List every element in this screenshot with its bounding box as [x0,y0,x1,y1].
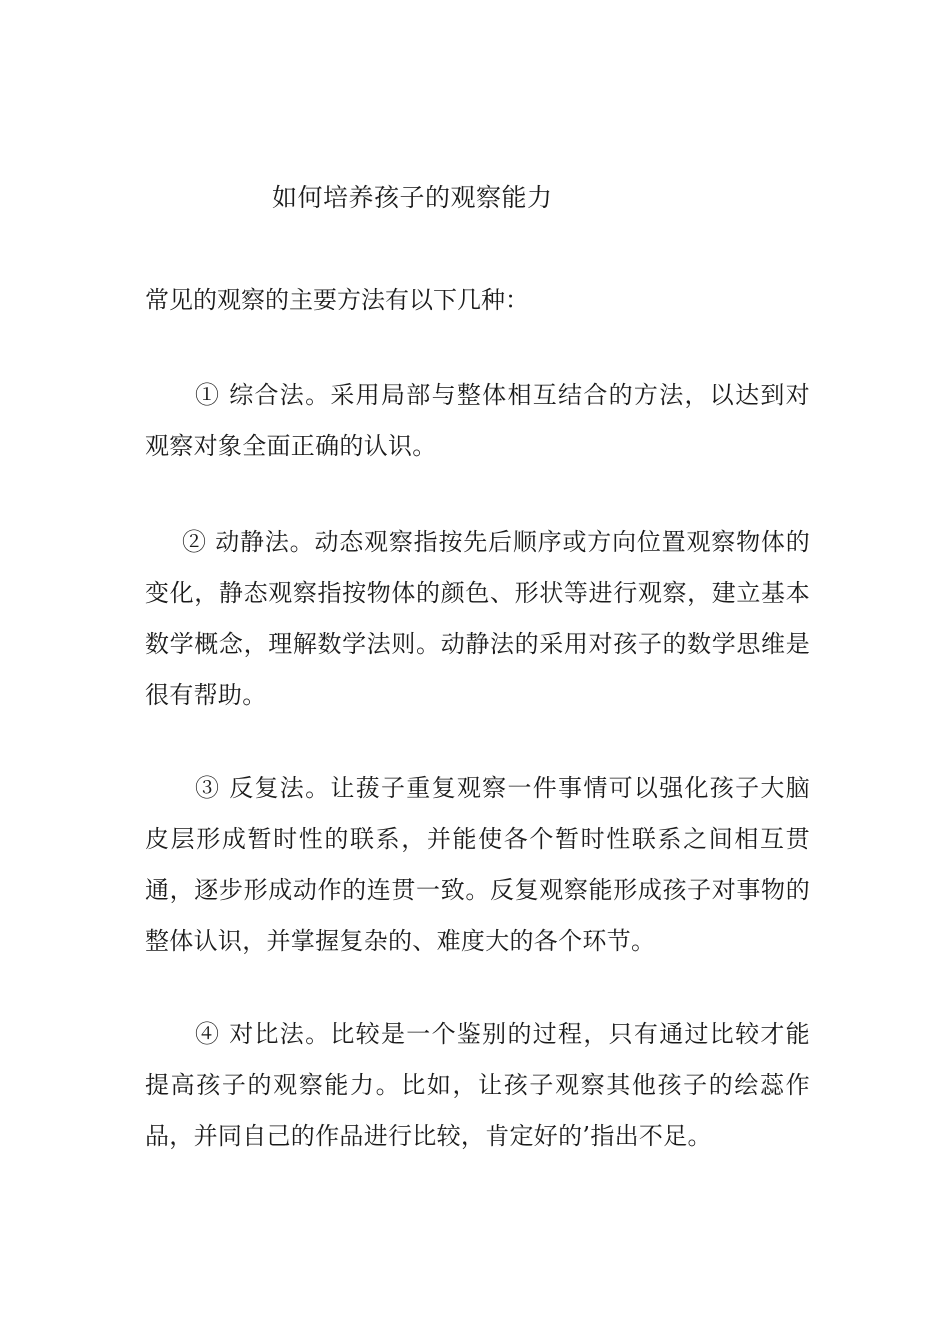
paragraph-dynamic-static-method: ② 动静法。动态观察指按先后顺序或方向位置观察物体的变化，静态观察指按物体的颜色、形状等进行观察，建立基本数学概念，理解数学法则。动静法的采用对孩子的数学思维是很有帮助。 [145,528,810,709]
paragraph-repetition-method: ③ 反复法。让菝子重复观察一件事情可以强化孩子大脑皮层形成暂时性的联系，并能使各个暂时性联系之间相互贯通，逐步形成动作的连贯一致。反复观察能形成孩子对事物的整体认识，并掌握复杂的、难度大的各个环节。 [145,774,810,955]
document-title: 如何培养孩子的观察能力 [272,183,553,212]
intro-paragraph: 常见的观察的主要方法有以下几种： [145,286,529,314]
paragraph-comprehensive-method: ① 综合法。采用局部与整体相互结合的方法，以达到对观察对象全面正确的认识。 [145,381,810,460]
paragraph-comparison-method: ④ 对比法。比较是一个鉴别的过程，只有通过比较才能提高孩子的观察能力。比如，让孩子观察其他孩子的绘蕊作品，并同自己的作品进行比较，肯定好的’指出不足。 [145,1020,810,1150]
